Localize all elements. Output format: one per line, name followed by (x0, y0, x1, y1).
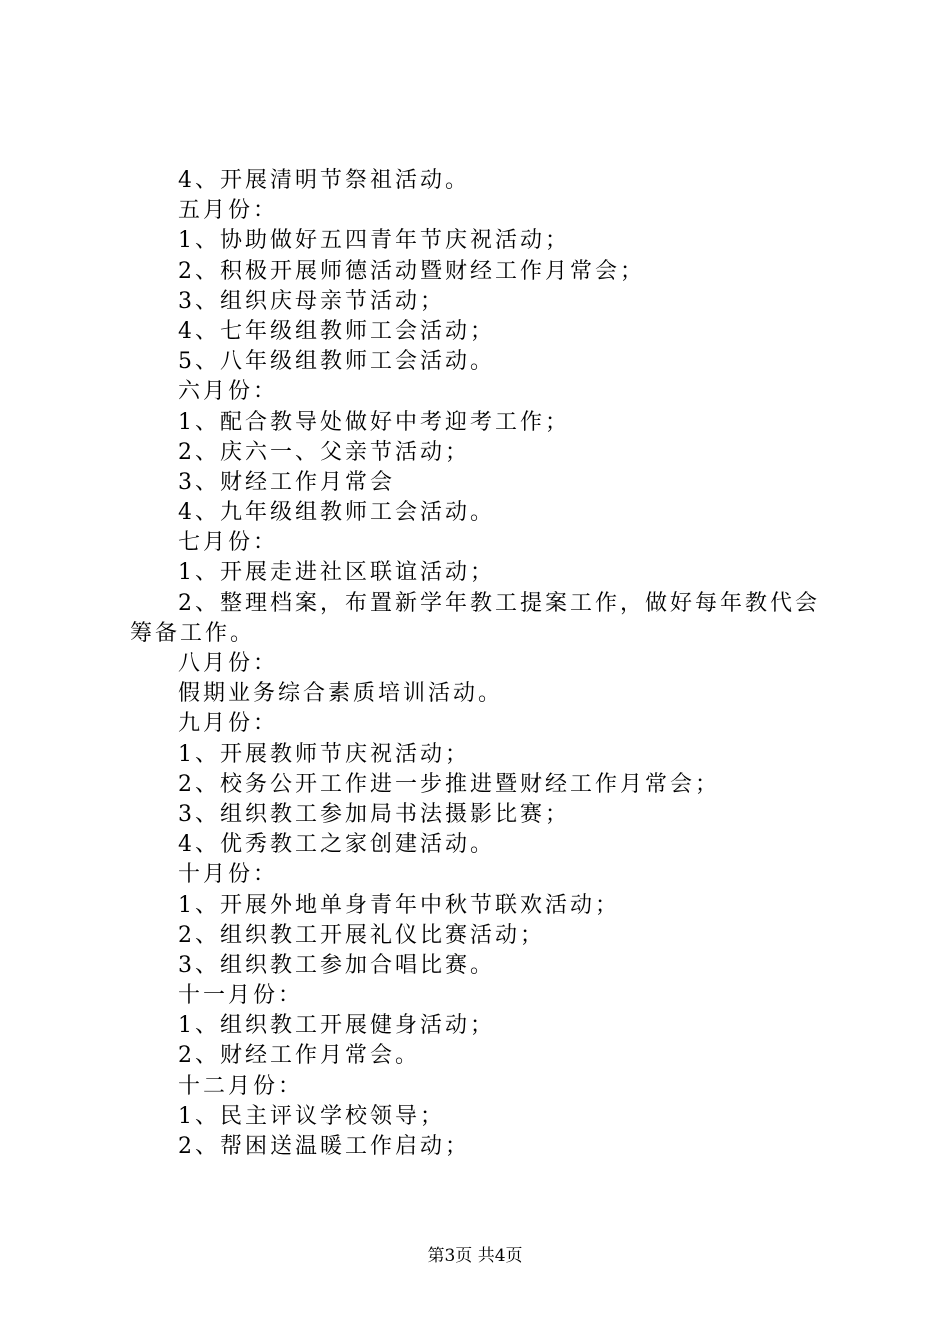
text-line: 3、财经工作月常会 (178, 469, 395, 495)
text-line: 1、开展教师节庆祝活动； (178, 741, 470, 767)
text-line: 3、组织教工参加局书法摄影比赛； (178, 801, 570, 827)
text-line: 2、组织教工开展礼仪比赛活动； (178, 922, 545, 948)
text-line: 3、组织教工参加合唱比赛。 (178, 952, 495, 978)
text-line: 1、组织教工开展健身活动； (178, 1013, 495, 1039)
text-line: 2、帮困送温暖工作启动； (178, 1134, 470, 1160)
text-line: 1、民主评议学校领导； (178, 1103, 445, 1129)
section-heading: 十二月份： (178, 1073, 304, 1099)
text-line: 1、开展外地单身青年中秋节联欢活动； (178, 892, 620, 918)
text-line: 2、积极开展师德活动暨财经工作月常会； (178, 258, 645, 284)
text-line: 1、协助做好五四青年节庆祝活动； (178, 228, 570, 254)
text-line: 4、九年级组教师工会活动。 (178, 500, 495, 526)
text-line: 2、校务公开工作进一步推进暨财经工作月常会； (178, 771, 720, 797)
text-line: 2、庆六一、父亲节活动； (178, 439, 470, 465)
text-line: 1、开展走进社区联谊活动； (178, 560, 495, 586)
text-line: 1、配合教导处做好中考迎考工作； (178, 409, 570, 435)
page-footer (0, 1244, 950, 1268)
section-heading: 九月份： (178, 711, 279, 737)
section-heading: 十月份： (178, 862, 279, 888)
text-line: 5、八年级组教师工会活动。 (178, 349, 495, 375)
text-line: 4、七年级组教师工会活动； (178, 318, 495, 344)
text-line: 假期业务综合素质培训活动。 (178, 681, 504, 707)
section-heading: 五月份： (178, 198, 279, 224)
text-line: 3、组织庆母亲节活动； (178, 288, 445, 314)
text-line: 4、优秀教工之家创建活动。 (178, 832, 495, 858)
page-number: 第3页 共4页 (427, 1246, 523, 1266)
text-line: 2、整理档案，布置新学年教工提案工作，做好每年教代会筹备工作。 (130, 590, 820, 646)
section-heading: 十一月份： (178, 983, 304, 1009)
section-heading: 七月份： (178, 530, 279, 556)
document-body (130, 166, 830, 1162)
text-line: 4、开展清明节祭祖活动。 (178, 168, 470, 193)
text-line: 2、财经工作月常会。 (178, 1043, 420, 1069)
section-heading: 八月份： (178, 651, 279, 677)
section-heading: 六月份： (178, 379, 279, 405)
